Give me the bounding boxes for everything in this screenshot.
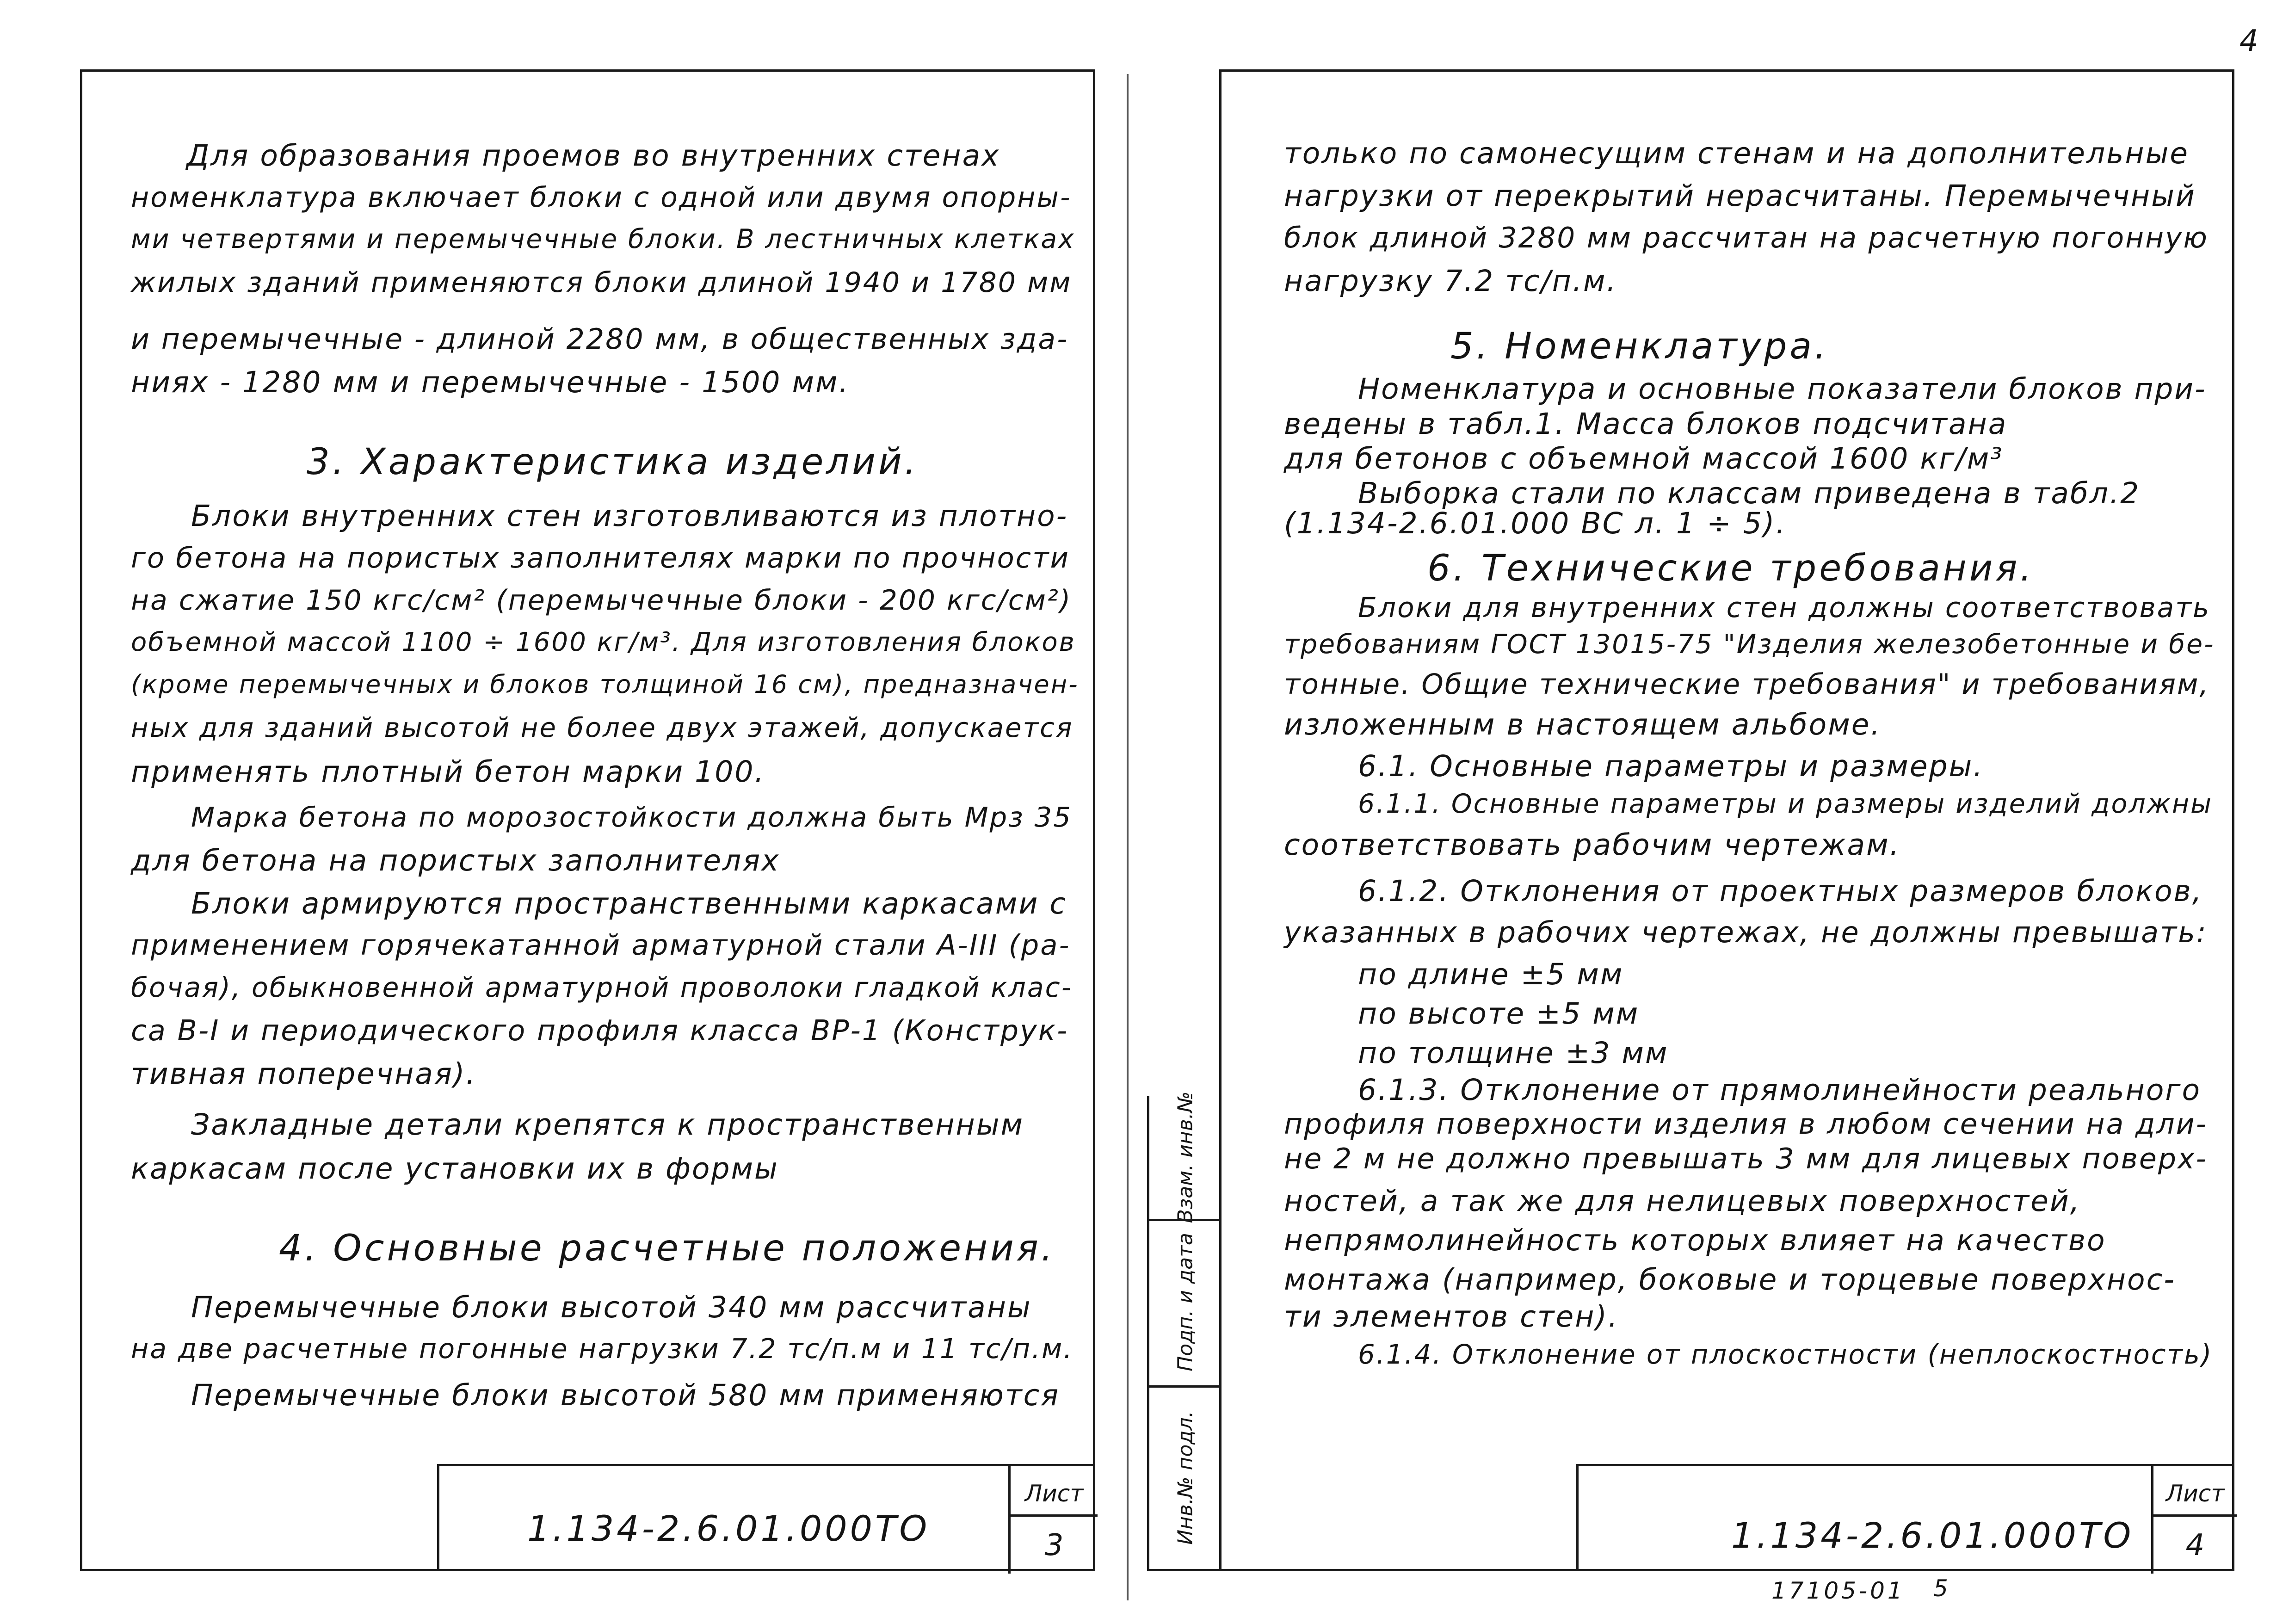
sheet-number: 4 xyxy=(2185,1528,2205,1562)
text-line: са В-I и периодического профиля класса ВР-1 (Конструк- xyxy=(131,1014,1069,1047)
text-line: бочая), обыкновенной арматурной проволоки гладкой клас- xyxy=(131,972,1073,1003)
text-line: Блоки для внутренних стен должны соответствовать xyxy=(1358,592,2211,624)
text-line: 6.1.2. Отклонения от проектных размеров блоков, xyxy=(1358,874,2203,908)
text-line: нагрузки от перекрытий нерасчитаны. Перемычечный xyxy=(1284,179,2196,213)
text-line: ниях - 1280 мм и перемычечные - 1500 мм. xyxy=(131,365,850,399)
text-line: по толщине ±3 мм xyxy=(1358,1036,1669,1070)
text-line: ных для зданий высотой не более двух этажей, допускается xyxy=(131,712,1073,743)
text-line: блок длиной 3280 мм рассчитан на расчетную погонную xyxy=(1284,222,2209,254)
text-line: непрямолинейность которых влияет на качество xyxy=(1284,1223,2106,1257)
text-line: по высоте ±5 мм xyxy=(1358,997,1640,1031)
text-line: Блоки армируются пространственными каркасами с xyxy=(191,887,1067,920)
right-page-text xyxy=(1219,69,2234,1571)
section-6-heading: 6. Технические требования. xyxy=(1427,548,2035,589)
text-line: соответствовать рабочим чертежам. xyxy=(1284,828,1900,862)
text-line: изложенным в настоящем альбоме. xyxy=(1284,708,1882,741)
text-line: номенклатура включает блоки с одной или двумя опорны- xyxy=(131,181,1072,214)
text-line: ми четвертями и перемычечные блоки. В лестничных клетках xyxy=(131,224,1075,254)
text-line: Закладные детали крепятся к пространственным xyxy=(191,1108,1024,1142)
text-line: Перемычечные блоки высотой 580 мм применяются xyxy=(191,1378,1060,1412)
document-code: 1.134-2.6.01.000ТО xyxy=(1731,1515,2134,1556)
sheet-cell xyxy=(1008,1466,1098,1574)
text-line: ностей, а так же для нелицевых поверхностей, xyxy=(1284,1184,2081,1218)
right-title-block xyxy=(1576,1464,2234,1571)
sheet-label: Лист xyxy=(2165,1480,2225,1507)
text-line: нагрузку 7.2 тс/п.м. xyxy=(1284,264,1617,298)
text-line: 6.1.3. Отклонение от прямолинейности реального xyxy=(1358,1073,2202,1107)
text-line: указанных в рабочих чертежах, не должны превышать: xyxy=(1284,915,2208,949)
text-line: Выборка стали по классам приведена в табл.2 xyxy=(1358,476,2141,510)
left-title-block xyxy=(437,1464,1095,1571)
text-line: применением горячекатанной арматурной стали А-III (ра- xyxy=(131,929,1071,962)
text-line: не 2 м не должно превышать 3 мм для лицевых поверх- xyxy=(1284,1142,2208,1175)
text-line: тонные. Общие технические требования" и требованиям, xyxy=(1284,668,2210,701)
text-line: ти элементов стен). xyxy=(1284,1300,1619,1334)
text-line: по длине ±5 мм xyxy=(1358,957,1624,991)
binding-sidebar xyxy=(1147,1091,1222,1571)
text-line: тивная поперечная). xyxy=(131,1057,477,1091)
text-line: и перемычечные - длиной 2280 мм, в общественных зда- xyxy=(131,322,1069,356)
text-line: для бетонов с объемной массой 1600 кг/м³ xyxy=(1284,442,2004,475)
text-line: для бетона на пористых заполнителях xyxy=(131,844,780,877)
text-line: 6.1.1. Основные параметры и размеры изделий должны xyxy=(1358,789,2213,819)
sheet-cell xyxy=(2151,1466,2237,1574)
section-5-heading: 5. Номенклатура. xyxy=(1450,326,1829,367)
text-line: монтажа (например, боковые и торцевые поверхнос- xyxy=(1284,1263,2176,1297)
sheet-number: 3 xyxy=(1044,1528,1064,1562)
text-line: (1.134-2.6.01.000 ВС л. 1 ÷ 5). xyxy=(1284,506,1787,540)
text-line: 6.1. Основные параметры и размеры. xyxy=(1358,749,1984,783)
text-line: жилых зданий применяются блоки длиной 1940 и 1780 мм xyxy=(131,266,1072,299)
sheet-label: Лист xyxy=(1024,1480,1084,1507)
text-line: Номенклатура и основные показатели блоков при- xyxy=(1358,372,2207,406)
left-page-text xyxy=(80,69,1095,1571)
sheet-divider xyxy=(1011,1514,1098,1517)
corner-page-number: 4 xyxy=(2239,24,2258,58)
sheet-divider xyxy=(2153,1514,2237,1517)
text-line: профиля поверхности изделия в любом сечении на дли- xyxy=(1284,1107,2208,1141)
text-line: Блоки внутренних стен изготовливаются из плотно- xyxy=(191,499,1068,533)
sidebar-divider xyxy=(1149,1385,1222,1388)
text-line: применять плотный бетон марки 100. xyxy=(131,755,765,789)
text-line: го бетона на пористых заполнителях марки по прочности xyxy=(131,542,1070,574)
text-line: каркасам после установки их в формы xyxy=(131,1152,779,1186)
text-line: объемной массой 1100 ÷ 1600 кг/м³. Для изготовления блоков xyxy=(131,627,1076,657)
inv-podl-label: Инв.№ подл. xyxy=(1173,1411,1197,1545)
text-line: Перемычечные блоки высотой 340 мм рассчитаны xyxy=(191,1291,1032,1324)
text-line: Для образования проемов во внутренних стенах xyxy=(186,139,1000,173)
text-line: на сжатие 150 кгс/см² (перемычечные блоки - 200 кгс/см²) xyxy=(131,584,1072,617)
sidebar-divider xyxy=(1149,1219,1222,1221)
text-line: на две расчетные погонные нагрузки 7.2 тс/п.м и 11 тс/п.м. xyxy=(131,1333,1073,1365)
page-fold-line xyxy=(1127,74,1129,1600)
document-code: 1.134-2.6.01.000ТО xyxy=(527,1508,930,1549)
vzam-inv-label: Взам. инв.№ xyxy=(1173,1091,1197,1223)
text-line: требованиям ГОСТ 13015-75 "Изделия железобетонные и бе- xyxy=(1284,629,2215,660)
section-4-heading: 4. Основные расчетные положения. xyxy=(279,1228,1055,1269)
section-3-heading: 3. Характеристика изделий. xyxy=(307,441,919,483)
text-line: (кроме перемычечных и блоков толщиной 16 см), предназначен- xyxy=(131,670,1079,699)
text-line: ведены в табл.1. Масса блоков подсчитана xyxy=(1284,407,2008,441)
footnote-page: 5 xyxy=(1933,1575,1951,1602)
footnote-inventory: 17105-01 xyxy=(1771,1577,1905,1604)
text-line: Марка бетона по морозостойкости должна быть Мрз 35 xyxy=(191,801,1072,833)
text-line: 6.1.4. Отклонение от плоскостности (неплоскостность) xyxy=(1358,1339,2213,1370)
podp-data-label: Подп. и дата xyxy=(1173,1233,1197,1371)
text-line: только по самонесущим стенам и на дополнительные xyxy=(1284,136,2190,170)
